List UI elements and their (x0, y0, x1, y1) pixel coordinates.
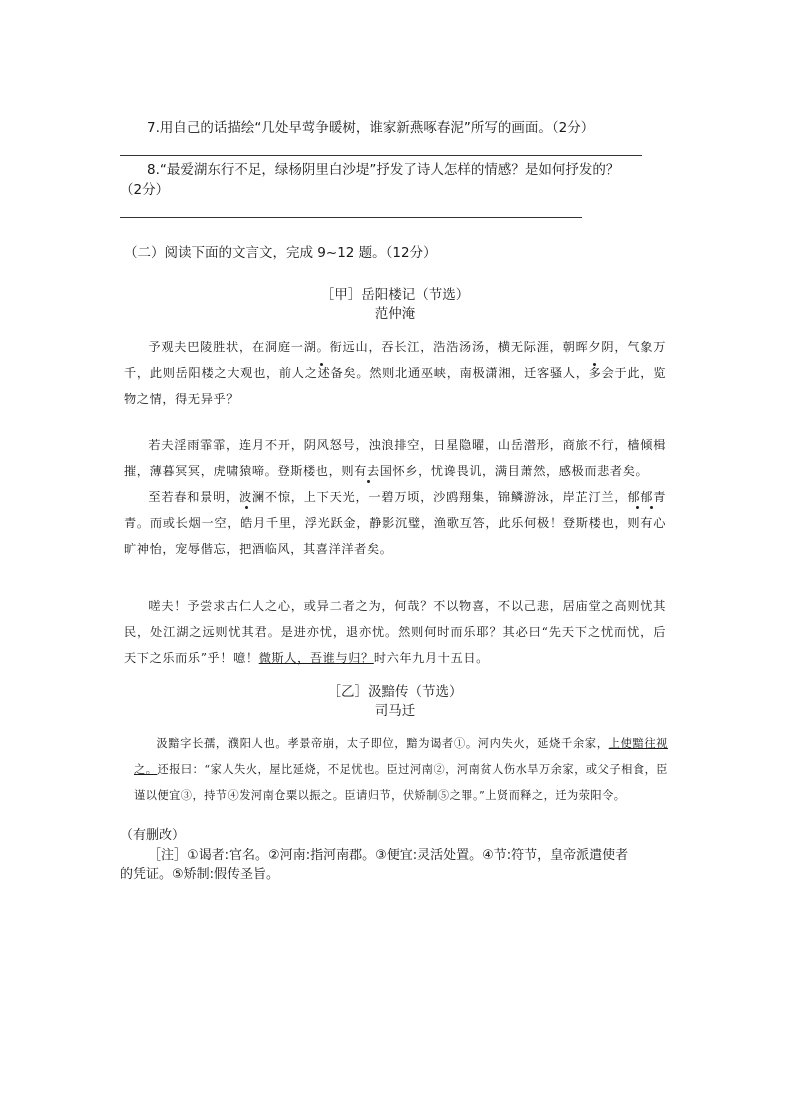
text-a-paragraph-4 (124, 593, 666, 671)
text-a-author: 范仲淹 (374, 306, 416, 322)
emphasis-dot (650, 506, 653, 509)
text-a-paragraph-1: 予观夫巴陵胜状，在洞庭一湖。衔远山，吞长江，浩浩汤汤，横无际涯，朝晖夕阴，气象万千，此则岳阳楼之大观也，前人之述备矣。然则北通巫峡，南极潇湘，迁客骚人，多会于此，览物之情，得无异乎？ (124, 340, 666, 406)
text-a-title: ［甲］岳阳楼记（节选） (320, 287, 470, 303)
emphasis-dot (245, 506, 248, 509)
emphasis-dot (593, 363, 596, 366)
answer-line-7[interactable] (120, 155, 642, 156)
question-8-line2: （2分） (120, 182, 170, 198)
text-b-underlined-sentence: 上使黯往视之。 (134, 737, 668, 776)
edited-note: （有删改） (120, 828, 186, 843)
text-b-text-continued: 还报曰：“家人失火，屋比延烧，不足忧也。臣过河南②，河南贫人伤水旱万余家，或父子相食，臣谨以便宜③，持节④发河南仓粟以振之。臣请归节，伏矫制⑤之罪。”上贤而释之，迁为荥阳令。 (134, 763, 668, 802)
section-heading: （二）阅读下面的文言文，完成 9~12 题。（12分） (124, 245, 437, 261)
text-b-paragraph (134, 731, 668, 809)
text-b-text: 汲黯字长孺，濮阳人也。孝景帝崩，太子即位，黯为谒者①。河内失火，延烧千余家， (156, 737, 609, 750)
question-8 (120, 160, 680, 200)
emphasis-dot (320, 363, 323, 366)
annotations-line1: ［注］①谒者:官名。②河南:指河南郡。③便宜:灵活处置。④节:符节，皇帝派遣使者 (148, 848, 629, 863)
text-a-paragraph-3: 至若春和景明，波澜不惊，上下天光，一碧万顷，沙鸥翔集，锦鳞游泳，岸芷汀兰，郁郁青青。而或长烟一空，皓月千里，浮光跃金，静影沉璧，渔歌互答，此乐何极！登斯楼也，则有心旷神怡，宠辱偕忘，把酒临风，其喜洋洋者矣。 (124, 490, 666, 556)
text-a-paragraph-2: 若夫淫雨霏霏，连月不开，阴风怒号，浊浪排空，日星隐曜，山岳潜形，商旅不行，樯倾楫摧，薄暮冥冥，虎啸猿啼。登斯楼也，则有去国怀乡，忧谗畏讥，满目萧然，感极而悲者矣。 (124, 438, 666, 478)
question-7: 7.用自己的话描绘“几处早莺争暖树，谁家新燕啄春泥”所写的画面。（2分） (147, 120, 595, 136)
text-a-p4-date: 时六年九月十五日。 (373, 651, 489, 665)
text-a-p4-text: 嗟夫！予尝求古仁人之心，或异二者之为，何哉？不以物喜，不以己悲，居庙堂之高则忧其民，处江湖之远则忧其君。是进亦忧，退亦忧。然则何时而乐耶？其必曰“先天下之忧而忧，后天下之乐而乐”乎！噫！ (124, 599, 666, 665)
annotations-line2: 的凭证。⑤矫制:假传圣旨。 (120, 867, 280, 882)
answer-line-8[interactable] (120, 217, 582, 218)
emphasis-dot (367, 480, 370, 483)
emphasis-dot (636, 506, 639, 509)
annotations (120, 846, 680, 884)
question-8-line1: 8.“最爱湖东行不足，绿杨阴里白沙堤”抒发了诗人怎样的情感？是如何抒发的？ (147, 162, 620, 178)
text-a-underlined-sentence: 微斯人，吾谁与归？ (258, 651, 374, 665)
text-b-author: 司马迁 (374, 703, 416, 719)
text-b-title: ［乙］汲黯传（节选） (327, 684, 463, 700)
